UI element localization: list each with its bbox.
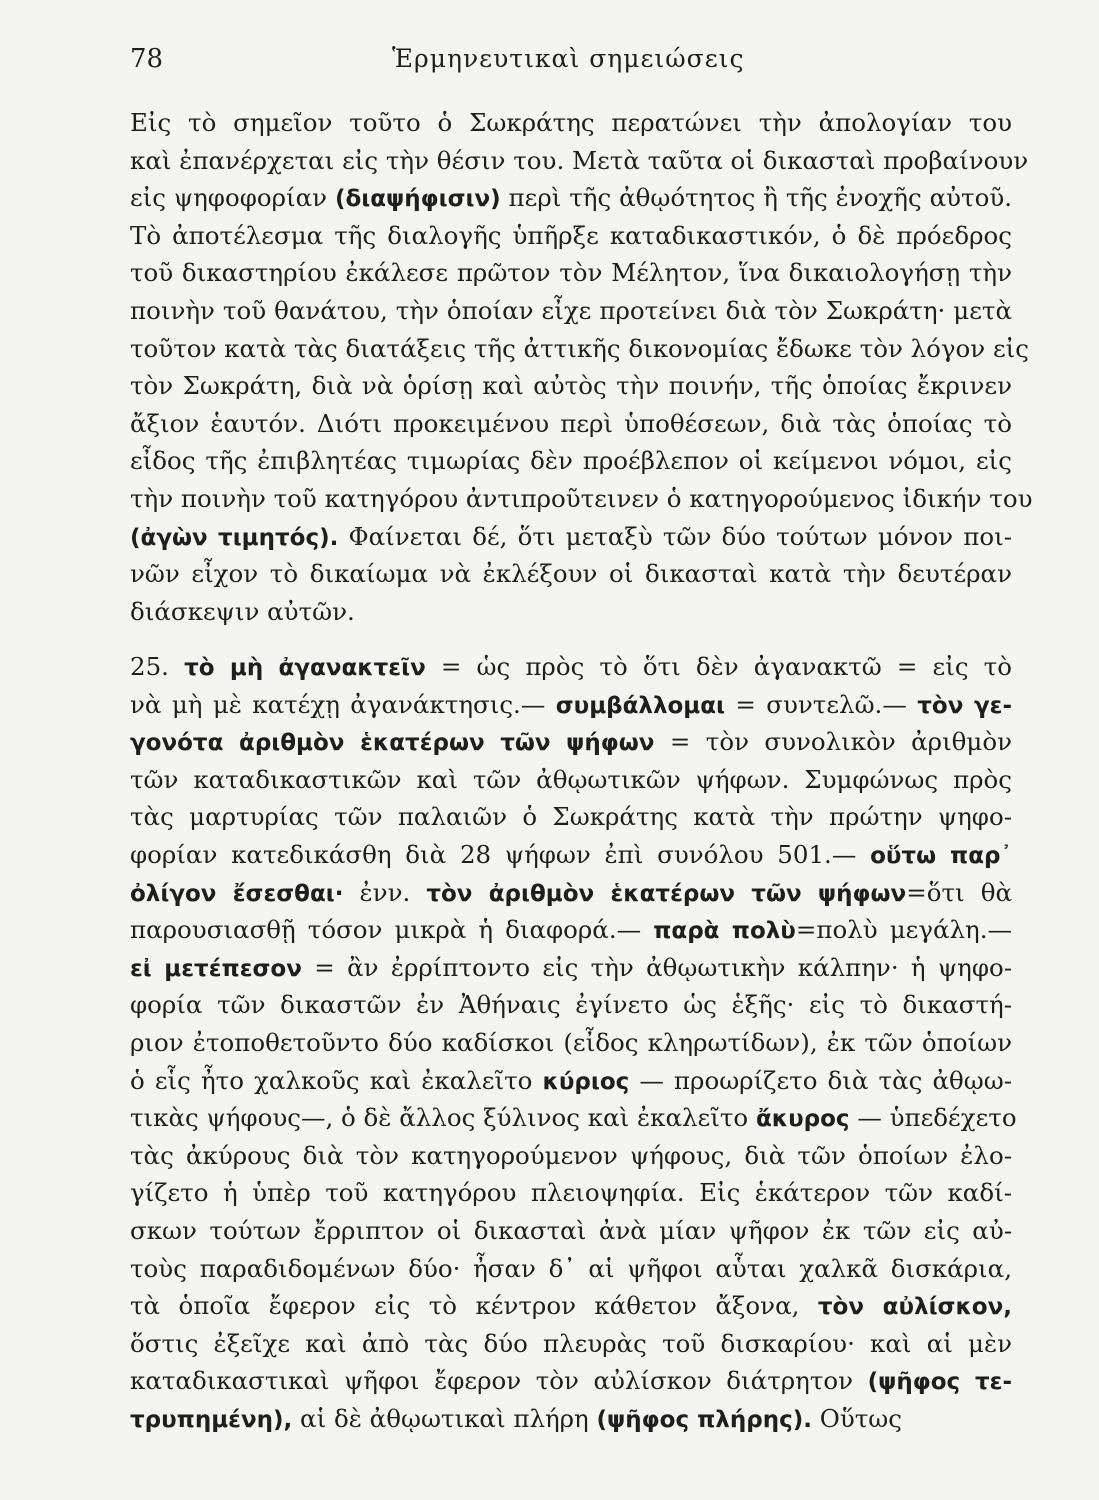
text-run: Τὸ ἀποτέλεσμα τῆς διαλογῆς ὑπῆρξε καταδικαστικόν, ὁ δὲ πρόεδρος xyxy=(130,220,1012,250)
text-run: καταδικαστικαὶ ψῆφοι ἔφερον τὸν αὐλίσκον διάτρητον xyxy=(130,1366,868,1396)
text-run: τὰ ὁποῖα ἔφερον εἰς τὸ κέντρον κάθετον ἄξονα, xyxy=(130,1291,818,1321)
page-number: 78 xyxy=(130,44,164,74)
paragraph-note-25 xyxy=(130,648,1017,1437)
text-run: ποινὴν τοῦ θανάτου, τὴν ὁποίαν εἶχε προτείνει διὰ τὸν Σωκράτη· μετὰ xyxy=(130,295,1012,325)
text-run: παρουσιασθῇ τόσον μικρὰ ἡ διαφορά.— xyxy=(130,915,654,945)
text-line xyxy=(130,254,1012,292)
bold-term: (διαψήφισιν) xyxy=(334,186,501,213)
text-run: καὶ ἐπανέρχεται εἰς τὴν θέσιν του. Μετὰ ταῦτα οἱ δικασταὶ προβαίνουν xyxy=(130,145,1029,175)
text-run: Φαίνεται δέ, ὅτι μεταξὺ τῶν δύο τούτων μόνον ποι- xyxy=(338,521,1012,551)
text-line xyxy=(130,480,1033,518)
text-run: = τὸν συνολικὸν ἀριθμὸν xyxy=(654,727,1012,757)
text-run: νὰ μὴ μὲ κατέχῃ ἀγανάκτησις.— xyxy=(130,689,556,719)
text-line xyxy=(130,911,1012,949)
text-line xyxy=(130,518,1012,556)
text-run: τὰς ἀκύρους διὰ τὸν κατηγορούμενον ψήφους, διὰ τῶν ὁποίων ἐλο- xyxy=(130,1140,1012,1170)
bold-term: κύριος xyxy=(542,1068,630,1095)
text-line xyxy=(130,836,1012,874)
text-run: τοὺς παραδιδομένων δύο· ἦσαν δ᾽ αἱ ψῆφοι αὗται χαλκᾶ δισκάρια, xyxy=(130,1253,1012,1283)
text-line xyxy=(130,648,1012,686)
text-line xyxy=(130,874,1012,912)
text-run: Εἰς τὸ σημεῖον τοῦτο ὁ Σωκράτης περατώνει τὴν ἀπολογίαν του xyxy=(130,108,1012,137)
text-run: νῶν εἶχον τὸ δικαίωμα νὰ ἐκλέξουν οἱ δικασταὶ κατὰ τὴν δευτέραν xyxy=(130,559,1012,589)
text-run: εἰς ψηφοφορίαν xyxy=(130,183,335,213)
text-line xyxy=(130,1137,1012,1175)
text-run: τὴν ποινὴν τοῦ κατηγόρου ἀντιπροῦτεινεν ὁ κατηγορούμενος ἰδικήν του xyxy=(130,483,1033,513)
page-header xyxy=(130,40,1019,80)
bold-term: (ἀγὼν τιμητός). xyxy=(130,524,339,551)
text-line xyxy=(130,1212,1012,1250)
text-run: φορία τῶν δικαστῶν ἐν Ἀθήναις ἐγίνετο ὡς ἑξῆς· εἰς τὸ δικαστή- xyxy=(130,990,1012,1020)
text-run: 25. xyxy=(130,652,185,681)
text-run: τικὰς ψήφους—, ὁ δὲ ἄλλος ξύλινος καὶ ἐκαλεῖτο xyxy=(130,1103,756,1133)
text-run: τοῦτον κατὰ τὰς διατάξεις τῆς ἀττικῆς δικονομίας ἔδωκε τὸν λόγον εἰς xyxy=(130,333,1030,363)
bold-term: (ψῆφος πλήρης). xyxy=(596,1406,812,1433)
text-run: ὁ εἷς ἦτο χαλκοῦς καὶ ἐκαλεῖτο xyxy=(130,1065,543,1095)
text-line xyxy=(130,179,1012,217)
text-run: εἶδος τῆς ἐπιβλητέας τιμωρίας δὲν προέβλεπον οἱ κείμενοι νόμοι, εἰς xyxy=(130,446,1012,476)
text-line xyxy=(130,723,1012,761)
bold-term: παρὰ πολὺ xyxy=(653,918,796,945)
text-line xyxy=(130,367,1012,405)
text-line xyxy=(130,1362,1012,1400)
text-run: — προωρίζετο διὰ τὰς ἀθῳω- xyxy=(629,1065,1012,1095)
text-line xyxy=(130,593,1012,631)
text-run: ριον ἐτοποθετοῦντο δύο καδίσκοι (εἶδος κληρωτίδων), ἐκ τῶν ὁποίων xyxy=(130,1027,1012,1057)
bold-term: τὸν ἀριθμὸν ἑκατέρων τῶν ψήφων xyxy=(426,880,907,907)
text-line xyxy=(130,1400,1012,1438)
text-line xyxy=(130,442,1012,480)
text-line xyxy=(130,986,1012,1024)
text-line xyxy=(130,798,1012,836)
bold-term: εἰ μετέπεσον xyxy=(130,955,302,982)
text-run: τὰς μαρτυρίας τῶν παλαιῶν ὁ Σωκράτης κατὰ τὴν πρώτην ψηφο- xyxy=(130,802,1012,832)
bold-term: τὸν γε- xyxy=(917,692,1013,719)
text-line xyxy=(130,405,1012,443)
text-line xyxy=(130,142,1029,180)
text-run: αἱ δὲ ἀθῳωτικαὶ πλήρη xyxy=(292,1403,597,1433)
text-run: =πολὺ μεγάλη.— xyxy=(795,915,1013,945)
text-run: φορίαν κατεδικάσθη διὰ 28 ψήφων ἐπὶ συνόλου 501.— xyxy=(130,839,871,869)
text-line xyxy=(130,1099,1017,1137)
text-line xyxy=(130,1174,1012,1212)
bold-term: γονότα ἀριθμὸν ἑκατέρων τῶν ψήφων xyxy=(130,730,655,757)
text-run: γίζετο ἡ ὑπὲρ τοῦ κατηγόρου πλειοψηφία. Εἰς ἑκάτερον τῶν καδί- xyxy=(130,1178,1012,1208)
text-line xyxy=(130,686,1012,724)
text-line xyxy=(130,949,1012,987)
text-run: — ὑπεδέχετο xyxy=(849,1103,1017,1133)
text-line xyxy=(130,761,1012,799)
bold-term: συμβάλλομαι xyxy=(555,692,725,719)
bold-term: τρυπημένη), xyxy=(130,1406,293,1433)
text-line xyxy=(130,330,1030,368)
text-run: Οὕτως xyxy=(811,1403,902,1433)
text-line xyxy=(130,217,1012,255)
text-run: ὅστις ἐξεῖχε καὶ ἀπὸ τὰς δύο πλευρὰς τοῦ δισκαρίου· καὶ αἱ μὲν xyxy=(130,1328,1012,1358)
text-run: τοῦ δικαστηρίου ἐκάλεσε πρῶτον τὸν Μέλητον, ἵνα δικαιολογήσῃ τὴν xyxy=(130,258,1012,288)
text-run: διάσκεψιν αὐτῶν. xyxy=(130,596,355,626)
text-run: ἐνν. xyxy=(343,877,427,907)
text-run: = ὡς πρὸς τὸ ὅτι δὲν ἀγανακτῶ = εἰς τὸ xyxy=(425,652,1012,681)
text-line xyxy=(130,1325,1012,1363)
text-line xyxy=(130,292,1012,330)
text-line xyxy=(130,1062,1012,1100)
text-line xyxy=(130,104,1012,142)
text-run: =ὅτι θὰ xyxy=(906,877,1012,907)
text-run: ἄξιον ἑαυτόν. Διότι προκειμένου περὶ ὑποθέσεων, διὰ τὰς ὁποίας τὸ xyxy=(130,408,1012,438)
text-run: τὸν Σωκράτη, διὰ νὰ ὁρίσῃ καὶ αὐτὸς τὴν ποινήν, τῆς ὁποίας ἔκρινεν xyxy=(130,371,1012,401)
text-line xyxy=(130,1024,1012,1062)
text-run: = ἂν ἐρρίπτοντο εἰς τὴν ἀθῳωτικὴν κάλπην· ἡ ψηφο- xyxy=(301,952,1013,982)
bold-term: ἄκυρος xyxy=(755,1106,850,1133)
text-run: περὶ τῆς ἀθῳότητος ἢ τῆς ἐνοχῆς αὐτοῦ. xyxy=(500,183,1013,213)
text-line xyxy=(130,555,1012,593)
running-title: Ἑρμηνευτικαὶ σημειώσεις xyxy=(392,44,745,73)
paragraph-apology-verdict xyxy=(130,104,1033,630)
bold-term: τὸν αὐλίσκον, xyxy=(817,1294,1012,1321)
bold-term: ὀλίγον ἔσεσθαι· xyxy=(130,880,344,907)
bold-term: (ψῆφος τε- xyxy=(867,1369,1013,1396)
bold-term: τὸ μὴ ἀγανακτεῖν xyxy=(184,655,426,681)
text-run: σκων τούτων ἔρριπτον οἱ δικασταὶ ἀνὰ μίαν ψῆφον ἐκ τῶν εἰς αὐ- xyxy=(130,1215,1012,1245)
text-line xyxy=(130,1287,1012,1325)
bold-term: οὕτω παρ᾽ xyxy=(870,842,1012,869)
text-run: τῶν καταδικαστικῶν καὶ τῶν ἀθῳωτικῶν ψήφων. Συμφώνως πρὸς xyxy=(130,764,1012,794)
text-line xyxy=(130,1250,1012,1288)
text-run: = συντελῶ.— xyxy=(724,689,918,719)
